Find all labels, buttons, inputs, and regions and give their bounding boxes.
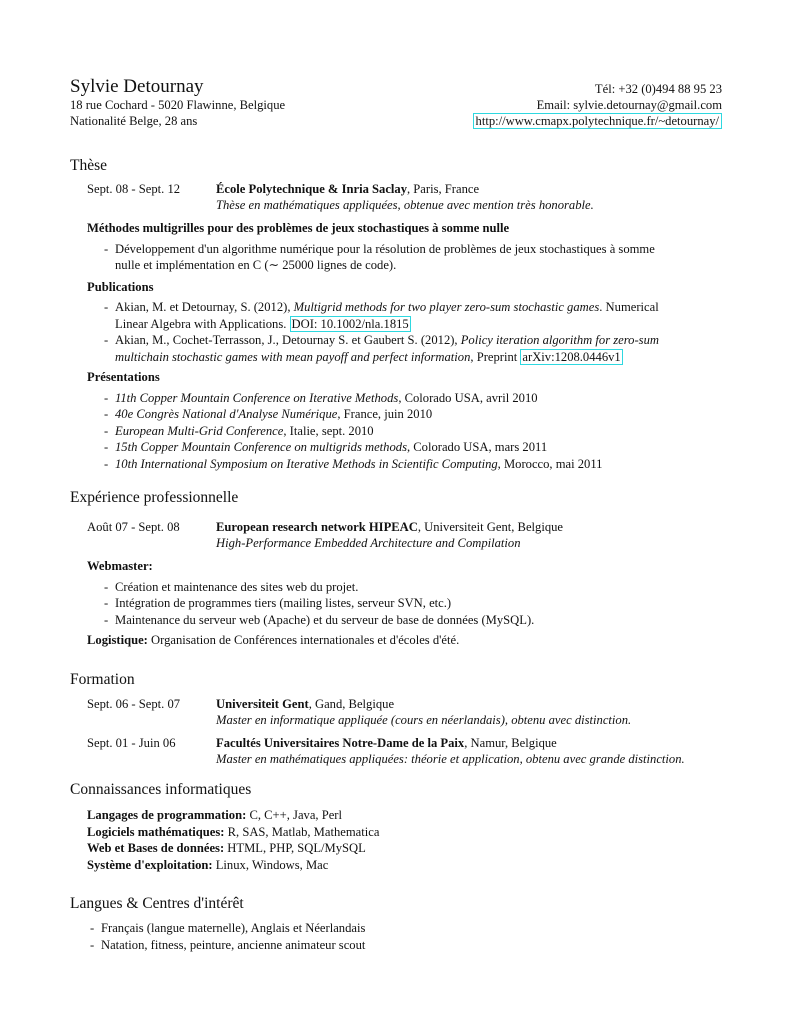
- list-item: - Création et maintenance des sites web du projet.: [104, 579, 359, 594]
- these-entry: [70, 181, 770, 214]
- skill-row: Logiciels mathématiques: R, SAS, Matlab, Mathematica: [87, 824, 380, 839]
- section-heading-these: Thèse: [70, 157, 108, 174]
- formation-entry: [70, 735, 770, 768]
- project-title: Méthodes multigrilles pour des problèmes de jeux stochastiques à somme nulle: [87, 221, 510, 235]
- publication-item: - Akian, M., Cochet-Terrasson, J., Detournay S. et Gaubert S. (2012), Policy iteration algorithm for zero-sum multichain stochastic games with mean payoff and perfect information, Preprint arXiv:1208.0446v1: [104, 333, 659, 364]
- project-list: [70, 241, 770, 274]
- entry-date: Sept. 01 - Juin 06: [87, 736, 176, 750]
- entry-description: Master en informatique appliquée (cours en néerlandais), obtenu avec distinction.: [216, 713, 632, 727]
- entry-location: , Namur, Belgique: [464, 736, 557, 750]
- skills-section: [70, 807, 770, 873]
- cv-page: [70, 76, 722, 952]
- publications-list: [70, 299, 770, 365]
- section-heading-formation: Formation: [70, 671, 135, 688]
- person-name: Sylvie Detournay: [70, 76, 204, 97]
- section-heading-skills: Connaissances informatiques: [70, 781, 252, 798]
- formation-entry: [70, 696, 770, 735]
- publication-item: - Akian, M. et Detournay, S. (2012), Multigrid methods for two player zero-sum stochastic games. Numerical Linear Algebra with Applications. DOI: 10.1002/nla.1815: [104, 300, 659, 331]
- header: [70, 76, 722, 132]
- nationality: Nationalité Belge, 28 ans: [70, 114, 198, 128]
- skill-row: Web et Bases de données: HTML, PHP, SQL/MySQL: [87, 841, 366, 855]
- entry-location: , Gand, Belgique: [308, 697, 395, 711]
- entry-date: Sept. 08 - Sept. 12: [87, 182, 181, 196]
- skill-row: Système d'exploitation: Linux, Windows, Mac: [87, 857, 329, 872]
- doi-link[interactable]: DOI: 10.1002/nla.1815: [291, 316, 409, 331]
- languages-list: [70, 920, 770, 953]
- logistics-line: Logistique: Organisation de Conférences internationales et d'écoles d'été.: [87, 633, 460, 647]
- homepage-link[interactable]: http://www.cmapx.polytechnique.fr/~detournay/: [473, 113, 722, 129]
- email: Email: sylvie.detournay@gmail.com: [536, 98, 722, 112]
- list-item: - Maintenance du serveur web (Apache) et du serveur de base de données (MySQL).: [104, 612, 535, 627]
- phone: Tél: +32 (0)494 88 95 23: [594, 82, 722, 96]
- list-item: - Développement d'un algorithme numérique pour la résolution de problèmes de jeux stochastiques à somme nulle et implémentation en C (∼ 25000 lignes de code).: [104, 241, 655, 272]
- list-item: - Natation, fitness, peinture, ancienne animateur scout: [90, 937, 366, 952]
- entry-institution: École Polytechnique & Inria Saclay: [216, 182, 407, 196]
- arxiv-link[interactable]: arXiv:1208.0446v1: [522, 349, 621, 364]
- presentation-item: - 40e Congrès National d'Analyse Numérique, France, juin 2010: [104, 407, 433, 421]
- section-heading-experience: Expérience professionnelle: [70, 489, 239, 506]
- presentation-item: - 11th Copper Mountain Conference on Iterative Methods, Colorado USA, avril 2010: [104, 390, 538, 405]
- presentations-list: [70, 390, 770, 473]
- entry-school: Facultés Universitaires Notre-Dame de la Paix: [216, 736, 465, 750]
- entry-description: Master en mathématiques appliquées: théorie et application, obtenu avec grande distinction.: [216, 752, 685, 766]
- formation-section: [70, 696, 770, 768]
- entry-description: High-Performance Embedded Architecture and Compilation: [216, 536, 521, 550]
- experience-section: [70, 519, 770, 649]
- these-section: [70, 181, 770, 472]
- entry-description: Thèse en mathématiques appliquées, obtenue avec mention très honorable.: [216, 198, 594, 212]
- entry-date: Août 07 - Sept. 08: [87, 520, 180, 534]
- list-item: - Français (langue maternelle), Anglais et Néerlandais: [90, 921, 366, 935]
- list-item: - Intégration de programmes tiers (mailing listes, serveur SVN, etc.): [104, 596, 452, 610]
- entry-date: Sept. 06 - Sept. 07: [87, 697, 181, 711]
- entry-location: , Paris, France: [407, 182, 480, 196]
- presentation-item: - 15th Copper Mountain Conference on multigrids methods, Colorado USA, mars 2011: [104, 440, 548, 454]
- section-heading-languages: Langues & Centres d'intérêt: [70, 895, 244, 912]
- languages-section: [70, 920, 770, 953]
- webmaster-title: Webmaster:: [87, 559, 153, 573]
- presentation-item: - 10th International Symposium on Iterative Methods in Scientific Computing, Morocco, mai 2011: [104, 456, 603, 471]
- webmaster-list: [70, 579, 770, 629]
- publications-title: Publications: [87, 279, 154, 294]
- entry-school: Universiteit Gent: [216, 697, 309, 711]
- entry-organization: European research network HIPEAC: [216, 520, 418, 534]
- experience-entry: [70, 519, 770, 552]
- presentation-item: - European Multi-Grid Conference, Italie, sept. 2010: [104, 423, 374, 438]
- entry-location: , Universiteit Gent, Belgique: [417, 520, 564, 534]
- presentations-title: Présentations: [87, 370, 160, 384]
- skill-row: Langages de programmation: C, C++, Java, Perl: [87, 808, 343, 822]
- address: 18 rue Cochard - 5020 Flawinne, Belgique: [70, 98, 286, 112]
